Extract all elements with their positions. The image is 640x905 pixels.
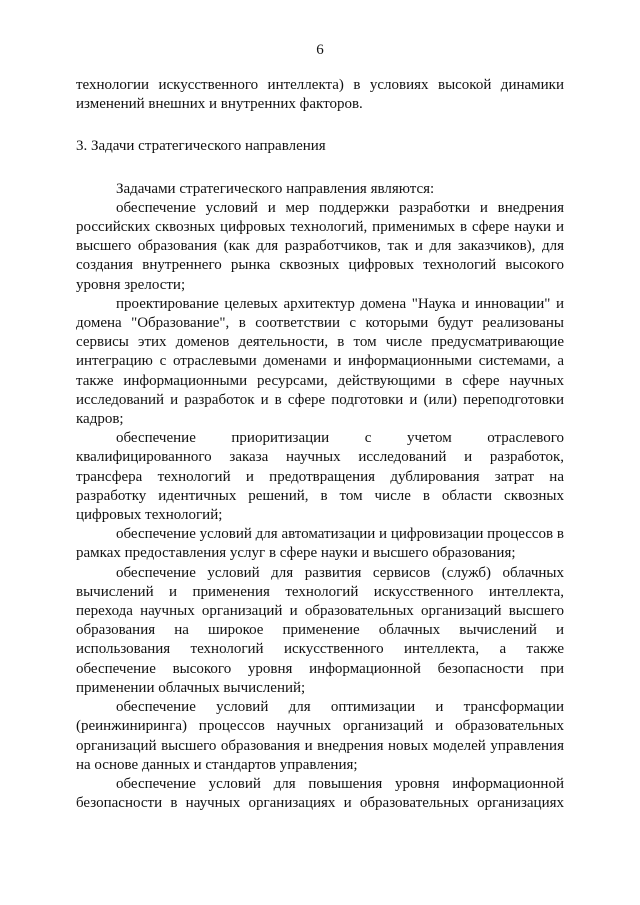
document-body (76, 76, 564, 813)
task-paragraph: проектирование целевых архитектур домена "Наука и инновации" и домена "Образование", в соответствии с которыми будут реализованы сервисы этих доменов деятельности, в том числе предусматривающие интеграцию с отраслевыми доменами и информационными системами, а также информационными ресурсами, действующими в сфере научных исследований и разработок и в сфере подготовки и (или) переподготовки кадров; (76, 295, 564, 428)
page-number: 6 (316, 42, 324, 58)
task-paragraph: обеспечение условий для автоматизации и цифровизации процессов в рамках предоставления услуг в сфере науки и высшего образования; (76, 526, 564, 562)
task-paragraph: обеспечение условий для оптимизации и трансформации (реинжиниринга) процессов научных организаций и образовательных организаций высшего образования и внедрения новых моделей управления на основе данных и стандартов управления; (76, 699, 564, 773)
task-paragraph: обеспечение условий и мер поддержки разработки и внедрения российских сквозных цифровых технологий, применимых в сфере науки и высшего образования (как для разработчиков, так и для заказчиков), для создания внутреннего рынка сквозных цифровых технологий высокого уровня зрелости; (76, 199, 564, 293)
task-paragraph: обеспечение приоритизации с учетом отраслевого квалифицированного заказа научных исследований и разработок, трансфера технологий и предотвращения дублирования затрат на разработку идентичных решений, в том числе в области сквозных цифровых технологий; (76, 430, 564, 524)
task-paragraph-continued: обеспечение условий для повышения уровня информационной безопасности в научных организациях и образовательных организациях (76, 775, 564, 812)
task-paragraph: обеспечение условий для развития сервисов (служб) облачных вычислений и применения технологий искусственного интеллекта, перехода научных организаций и образовательных организаций высшего образования на широкое применение облачных вычислений и использования технологий искусственного интеллекта, а также обеспечение высокого уровня информационной безопасности при применении облачных вычислений; (76, 564, 564, 696)
continuation-paragraph: технологии искусственного интеллекта) в условиях высокой динамики изменений внешних и внутренних факторов. (76, 77, 564, 113)
intro-paragraph: Задачами стратегического направления являются: (116, 180, 435, 197)
section-heading: 3. Задачи стратегического направления (76, 138, 326, 155)
